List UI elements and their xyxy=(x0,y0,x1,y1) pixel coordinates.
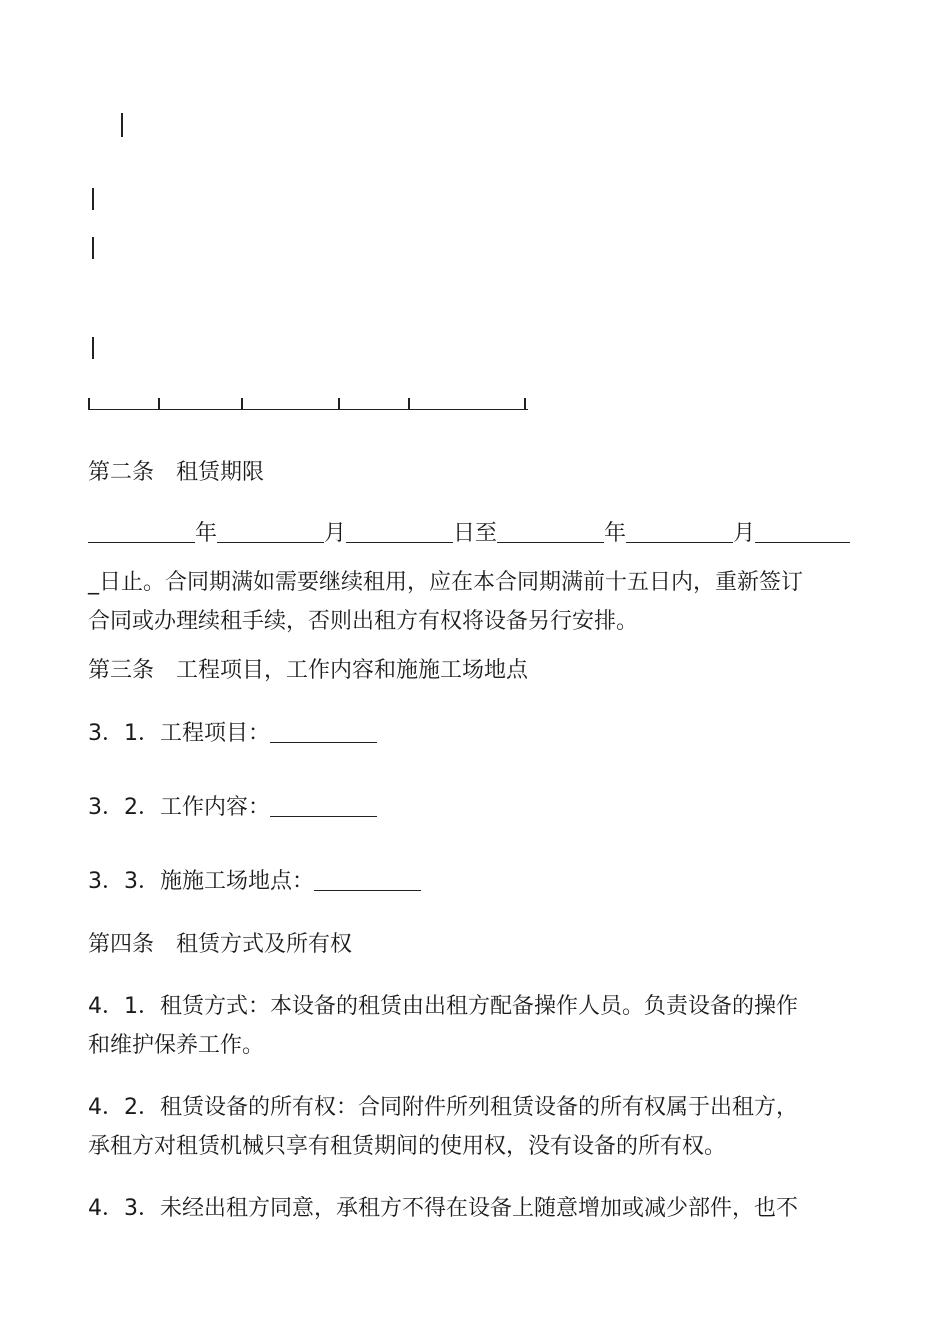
blank-field[interactable] xyxy=(270,718,377,743)
table-border-fragment xyxy=(92,237,94,259)
table-border-fragment xyxy=(121,113,123,137)
article4-paragraph-line: 4．3．未经出租方同意，承租方不得在设备上随意增加或减少部件，也不 xyxy=(88,1196,798,1221)
day-to-label: 日至 xyxy=(453,521,498,546)
article3-item xyxy=(88,866,421,897)
blank-field[interactable] xyxy=(626,518,733,543)
item-label: 3．1．工程项目： xyxy=(88,721,270,746)
table-bottom-border xyxy=(88,394,528,414)
article3-item xyxy=(88,718,377,749)
article3-item xyxy=(88,792,377,823)
year-label: 年 xyxy=(604,521,627,546)
month-label: 月 xyxy=(733,521,756,546)
article2-paragraph-line: _日止。合同期满如需要继续租用，应在本合同期满前十五日内，重新签订 xyxy=(88,570,804,595)
article2-paragraph-line: 合同或办理续租手续，否则出租方有权将设备另行安排。 xyxy=(88,609,639,634)
article3-heading: 第三条 工程项目，工作内容和施施工场地点 xyxy=(88,658,529,683)
year-label: 年 xyxy=(195,521,218,546)
article2-date-line xyxy=(88,518,850,549)
article4-paragraph-line: 和维护保养工作。 xyxy=(88,1033,265,1058)
month-label: 月 xyxy=(324,521,347,546)
article4-heading: 第四条 租赁方式及所有权 xyxy=(88,932,353,957)
blank-field[interactable] xyxy=(755,518,850,543)
article4-paragraph-line: 承租方对租赁机械只享有租赁期间的使用权，没有设备的所有权。 xyxy=(88,1134,727,1159)
blank-field[interactable] xyxy=(88,518,195,543)
blank-field[interactable] xyxy=(270,792,377,817)
article4-paragraph-line: 4．1．租赁方式：本设备的租赁由出租方配备操作人员。负责设备的操作 xyxy=(88,994,798,1019)
blank-field[interactable] xyxy=(497,518,604,543)
table-border-fragment xyxy=(92,337,94,359)
item-label: 3．2．工作内容： xyxy=(88,795,270,820)
blank-field[interactable] xyxy=(314,866,421,891)
article4-paragraph-line: 4．2．租赁设备的所有权：合同附件所列租赁设备的所有权属于出租方， xyxy=(88,1095,798,1120)
table-border-fragment xyxy=(92,188,94,210)
article2-heading: 第二条 租赁期限 xyxy=(88,460,265,485)
blank-field[interactable] xyxy=(346,518,453,543)
blank-field[interactable] xyxy=(217,518,324,543)
item-label: 3．3．施施工场地点： xyxy=(88,869,314,894)
